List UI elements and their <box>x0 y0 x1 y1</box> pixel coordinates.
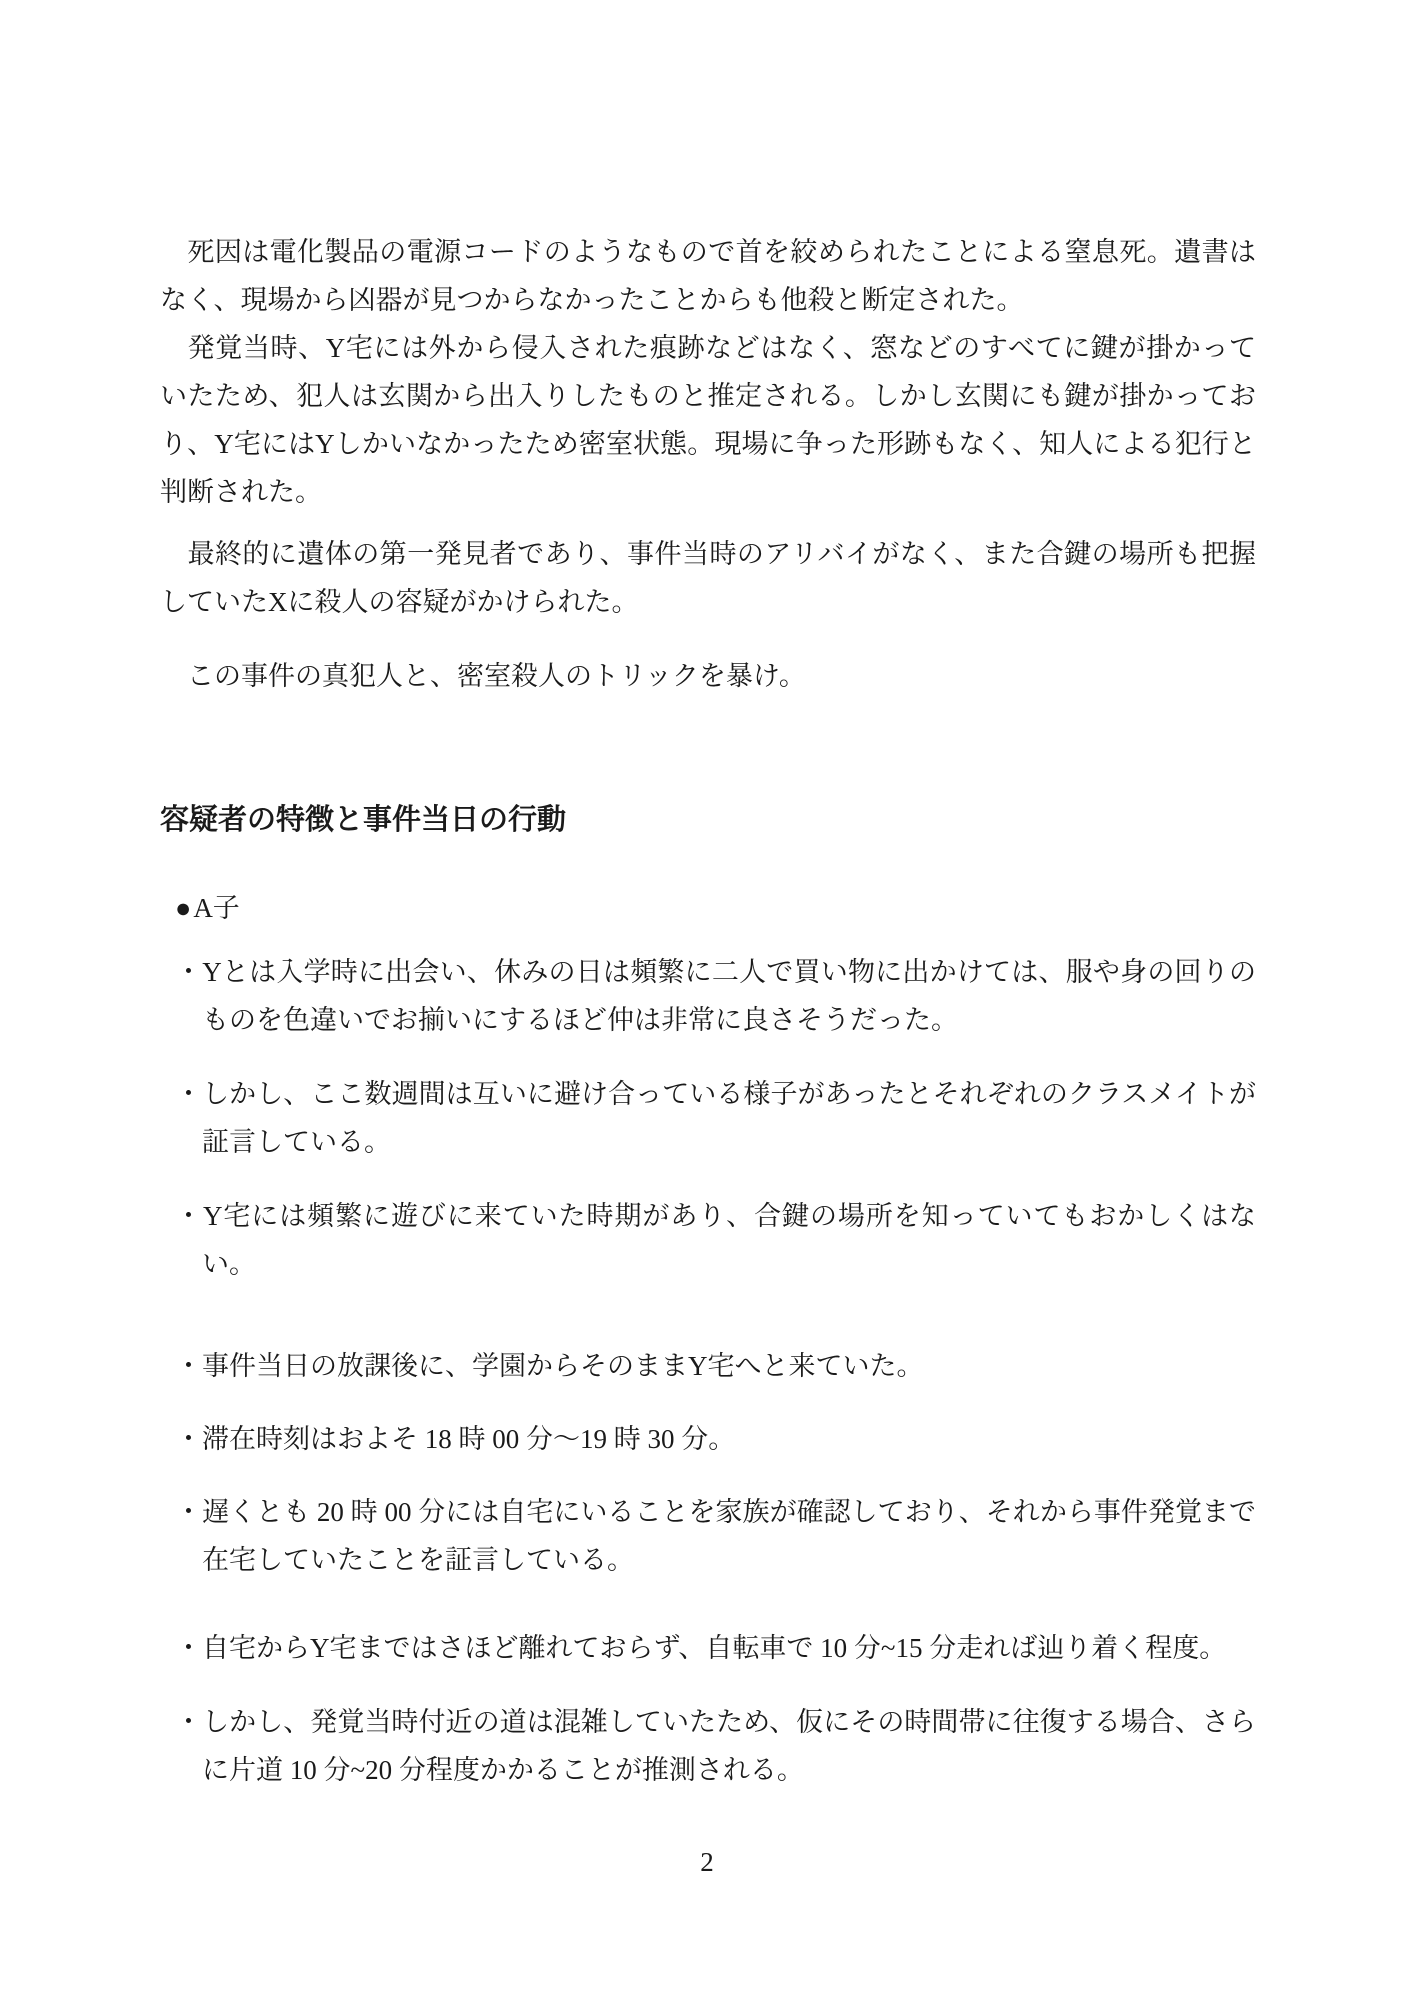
bullet-dot-icon: ・ <box>175 1497 203 1527</box>
action-text: 事件当日の放課後に、学園からそのままY宅へと来ていた。 <box>202 1351 924 1381</box>
action-text: しかし、発覚当時付近の道は混雑していたため、仮にその時間帯に往復する場合、さらに片道 10 分~20 分程度かかることが推測される。 <box>202 1707 1257 1785</box>
trait-text: しかし、ここ数週間は互いに避け合っている様子があったとそれぞれのクラスメイトが証言している。 <box>202 1079 1256 1157</box>
paragraph-crime-scene: 発覚当時、Y宅には外から侵入された痕跡などはなく、窓などのすべてに鍵が掛かっていたため、犯人は玄関から出入りしたものと推定される。しかし玄関にも鍵が掛かっており、Y宅にはYしかいなかったため密室状態。現場に争った形跡もなく、知人による犯行と判断された。 <box>160 333 1256 507</box>
section-heading: 容疑者の特徴と事件当日の行動 <box>160 804 567 836</box>
action-item <box>175 1624 1256 1672</box>
trait-text: Y宅には頻繁に遊びに来ていた時期があり、合鍵の場所を知っていてもおかしくはない。 <box>202 1201 1257 1279</box>
bullet-dot-icon: ・ <box>175 1633 202 1663</box>
bullet-dot-icon: ・ <box>175 1079 203 1109</box>
trait-item <box>175 1070 1256 1166</box>
action-item <box>175 1415 1256 1463</box>
bullet-dot-icon: ・ <box>175 1201 203 1231</box>
paragraph-challenge: この事件の真犯人と、密室殺人のトリックを暴け。 <box>160 661 806 691</box>
action-text: 滞在時刻はおよそ 18 時 00 分～19 時 30 分。 <box>202 1424 736 1454</box>
suspect-name: A子 <box>193 893 240 923</box>
trait-text: Yとは入学時に出会い、休みの日は頻繁に二人で買い物に出かけては、服や身の回りのものを色違いでお揃いにするほど仲は非常に良さそうだった。 <box>202 957 1256 1035</box>
paragraph-suspicion: 最終的に遺体の第一発見者であり、事件当時のアリバイがなく、また合鍵の場所も把握していたXに殺人の容疑がかけられた。 <box>160 539 1256 617</box>
action-text: 遅くとも 20 時 00 分には自宅にいることを家族が確認しており、それから事件発覚まで在宅していたことを証言している。 <box>202 1497 1257 1575</box>
page-number: 2 <box>700 1847 714 1877</box>
action-item <box>175 1342 1256 1390</box>
paragraph-cause-of-death: 死因は電化製品の電源コードのようなもので首を絞められたことによる窒息死。遺書はなく、現場から凶器が見つからなかったことからも他殺と断定された。 <box>160 237 1256 315</box>
trait-item <box>175 948 1256 1044</box>
trait-item <box>175 1192 1256 1288</box>
bullet-dot-icon: ・ <box>175 957 203 987</box>
action-text: 自宅からY宅まではさほど離れておらず、自転車で 10 分~15 分走れば辿り着く程度。 <box>202 1633 1227 1663</box>
filled-circle-icon: ● <box>175 893 194 923</box>
bullet-dot-icon: ・ <box>175 1707 203 1737</box>
suspect-label <box>175 884 1256 932</box>
action-item <box>175 1698 1256 1794</box>
action-item <box>175 1488 1256 1584</box>
bullet-dot-icon: ・ <box>175 1351 202 1381</box>
bullet-dot-icon: ・ <box>175 1424 202 1454</box>
